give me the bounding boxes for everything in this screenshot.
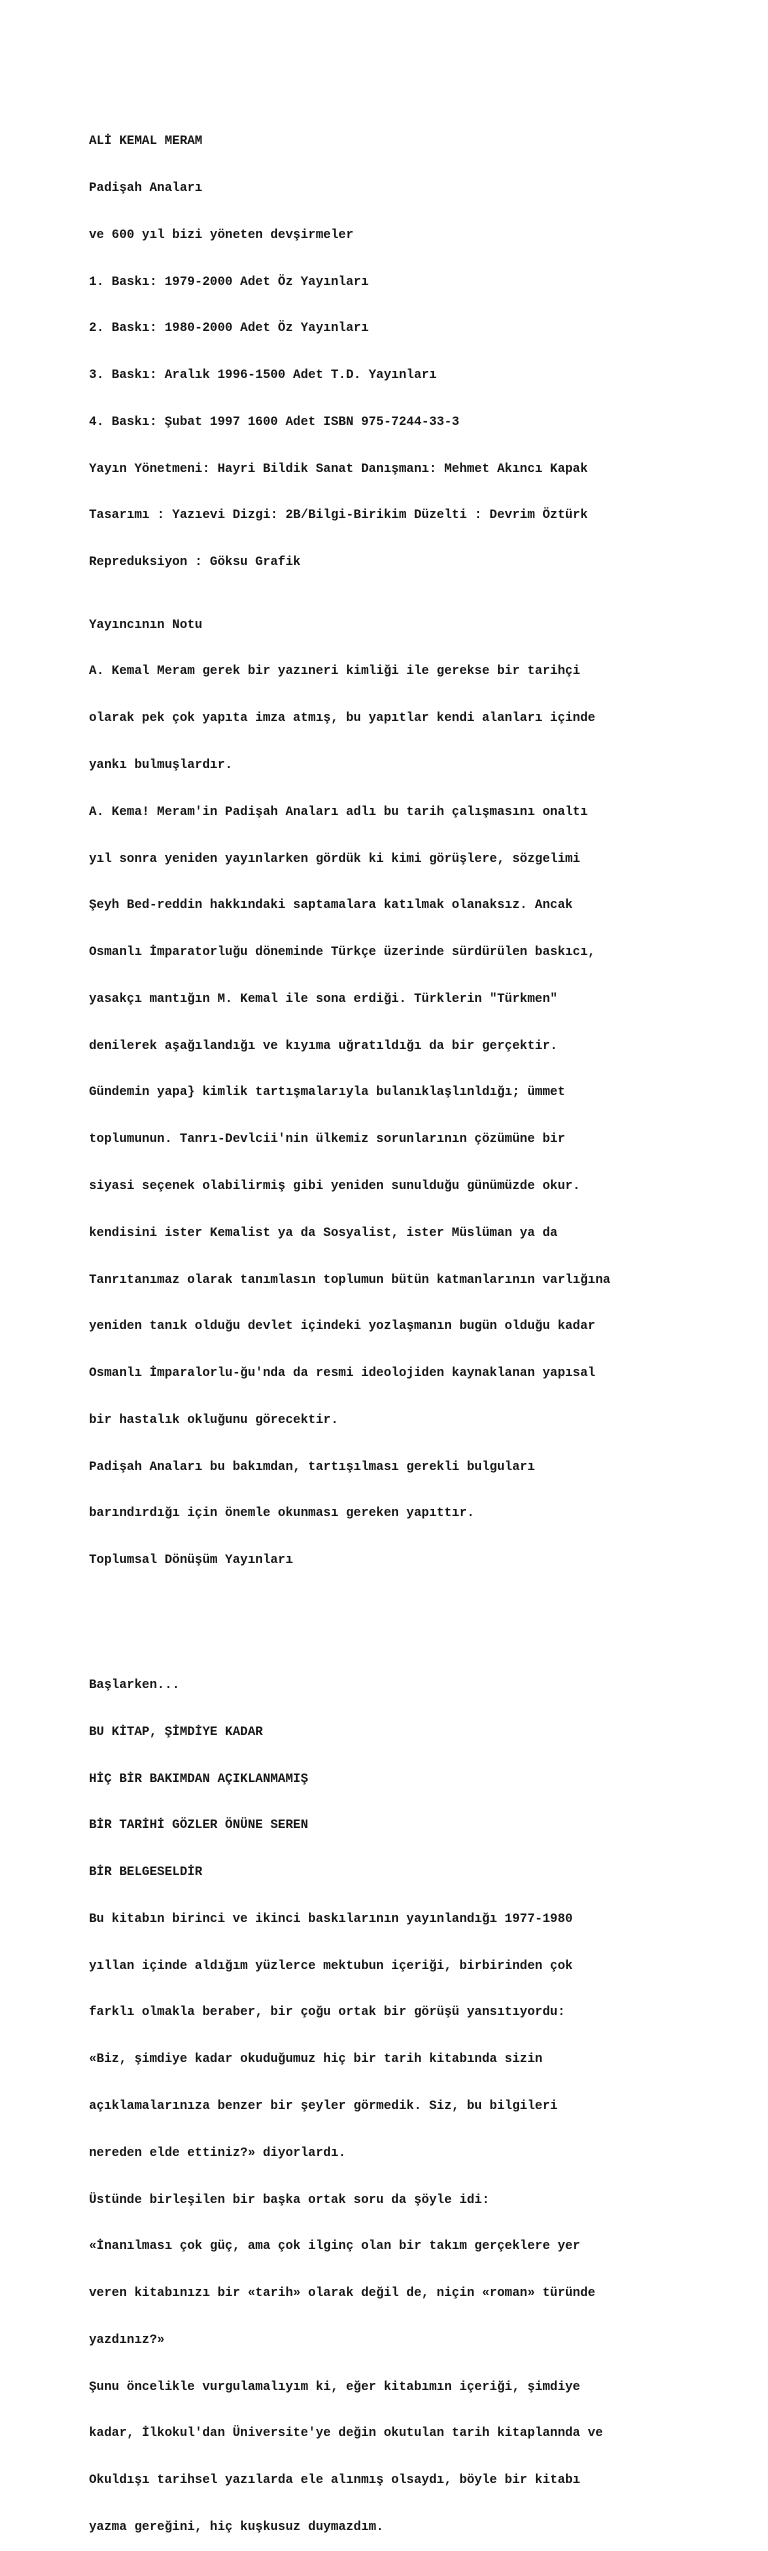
publisher-note-line: Osmanlı İmparalorlu-ğu'nda da resmi ideolojiden kaynaklanan yapısal bbox=[89, 1366, 596, 1381]
intro-line: «İnanılması çok güç, ama çok ilginç olan bir takım gerçeklere yer bbox=[89, 2239, 581, 2254]
intro-title-line: BİR TARİHİ GÖZLER ÖNÜNE SEREN bbox=[89, 1818, 309, 1833]
publisher-note-line: Şeyh Bed-reddin hakkındaki saptamalara katılmak olanaksız. Ancak bbox=[89, 898, 573, 913]
publisher-note-line: siyasi seçenek olabilirmiş gibi yeniden sunulduğu günümüzde okur. bbox=[89, 1178, 581, 1193]
intro-title-line: HİÇ BİR BAKIMDAN AÇIKLANMAMIŞ bbox=[89, 1771, 309, 1786]
publisher-note-heading: Yayıncının Notu bbox=[89, 617, 203, 632]
intro-line: Bu kitabın birinci ve ikinci baskılarının yayınlandığı 1977-1980 bbox=[89, 1911, 573, 1926]
book-subtitle: ve 600 yıl bizi yöneten devşirmeler bbox=[89, 227, 354, 242]
intro-line: yıllan içinde aldığım yüzlerce mektubun içeriği, birbirinden çok bbox=[89, 1958, 573, 1973]
publisher-signature: Toplumsal Dönüşüm Yayınları bbox=[89, 1553, 294, 1568]
publisher-note-line: yankı bulmuşlardır. bbox=[89, 757, 233, 772]
book-title: Padişah Anaları bbox=[89, 180, 203, 195]
publisher-note-line: A. Kemal Meram gerek bir yazıneri kimliği ile gerekse bir tarihçi bbox=[89, 664, 581, 679]
edition-line: 1. Baskı: 1979-2000 Adet Öz Yayınları bbox=[89, 274, 369, 289]
edition-line: 2. Baskı: 1980-2000 Adet Öz Yayınları bbox=[89, 321, 369, 336]
intro-line: Okuldışı tarihsel yazılarda ele alınmış olsaydı, böyle bir kitabı bbox=[89, 2473, 581, 2488]
publisher-note-line: barındırdığı için önemle okunması gereken yapıttır. bbox=[89, 1506, 475, 1521]
credits-line: Tasarımı : Yazıevi Dizgi: 2B/Bilgi-Birikim Düzelti : Devrim Öztürk bbox=[89, 508, 588, 523]
author-name: ALİ KEMAL MERAM bbox=[89, 134, 203, 149]
intro-line: yazdınız?» bbox=[89, 2332, 165, 2347]
publisher-note-line: bir hastalık okluğunu görecektir. bbox=[89, 1412, 339, 1427]
publisher-note-line: A. Kema! Meram'in Padişah Anaları adlı bu tarih çalışmasını onaltı bbox=[89, 804, 588, 819]
publisher-note-line: Padişah Anaları bu bakımdan, tartışılması gerekli bulguları bbox=[89, 1459, 535, 1474]
credits-line: Yayın Yönetmeni: Hayri Bildik Sanat Danışmanı: Mehmet Akıncı Kapak bbox=[89, 461, 588, 476]
publisher-note-line: Tanrıtanımaz olarak tanımlasın toplumun bütün katmanlarının varlığına bbox=[89, 1272, 611, 1287]
publisher-note-line: olarak pek çok yapıta imza atmış, bu yapıtlar kendi alanları içinde bbox=[89, 711, 596, 726]
publisher-note-line: yeniden tanık olduğu devlet içindeki yozlaşmanın bugün olduğu kadar bbox=[89, 1319, 596, 1334]
publisher-note-line: denilerek aşağılandığı ve kıyıma uğratıldığı da bir gerçektir. bbox=[89, 1038, 558, 1053]
intro-line: veren kitabınızı bir «tarih» olarak değil de, niçin «roman» türünde bbox=[89, 2286, 596, 2301]
publisher-note-line: kendisini ister Kemalist ya da Sosyalist, ister Müslüman ya da bbox=[89, 1225, 558, 1240]
edition-line: 3. Baskı: Aralık 1996-1500 Adet T.D. Yayınları bbox=[89, 368, 437, 383]
publisher-note-line: Gündemin yapa} kimlik tartışmalarıyla bulanıklaşlınldığı; ümmet bbox=[89, 1085, 566, 1100]
paragraph-spacer bbox=[89, 1616, 759, 1632]
intro-line: yazma gereğini, hiç kuşkusuz duymazdım. bbox=[89, 2520, 384, 2535]
intro-title-line: BU KİTAP, ŞİMDİYE KADAR bbox=[89, 1724, 263, 1739]
intro-heading: Başlarken... bbox=[89, 1677, 180, 1692]
intro-line: Şunu öncelikle vurgulamalıyım ki, eğer kitabımın içeriği, şimdiye bbox=[89, 2379, 581, 2394]
publisher-note-line: toplumunun. Tanrı-Devlcii'nin ülkemiz sorunlarının çözümüne bir bbox=[89, 1132, 566, 1147]
edition-line: 4. Baskı: Şubat 1997 1600 Adet ISBN 975-7244-33-3 bbox=[89, 414, 460, 429]
document-page bbox=[89, 103, 759, 2551]
intro-line: «Biz, şimdiye kadar okuduğumuz hiç bir tarih kitabında sizin bbox=[89, 2052, 543, 2067]
intro-line: kadar, İlkokul'dan Üniversite'ye değin okutulan tarih kitaplannda ve bbox=[89, 2426, 603, 2441]
intro-line: farklı olmakla beraber, bir çoğu ortak bir görüşü yansıtıyordu: bbox=[89, 2005, 566, 2020]
intro-title-line: BİR BELGESELDİR bbox=[89, 1865, 203, 1880]
publisher-note-line: yıl sonra yeniden yayınlarken gördük ki kimi görüşlere, sözgelimi bbox=[89, 851, 581, 866]
publisher-note-line: yasakçı mantığın M. Kemal ile sona erdiği. Türklerin "Türkmen" bbox=[89, 991, 558, 1006]
publisher-note-line: Osmanlı İmparatorluğu döneminde Türkçe üzerinde sürdürülen baskıcı, bbox=[89, 945, 596, 960]
intro-line: nereden elde ettiniz?» diyorlardı. bbox=[89, 2145, 346, 2160]
intro-line: açıklamalarınıza benzer bir şeyler görmedik. Siz, bu bilgileri bbox=[89, 2099, 558, 2113]
intro-line: Üstünde birleşilen bir başka ortak soru da şöyle idi: bbox=[89, 2192, 490, 2207]
credits-line: Repreduksiyon : Göksu Grafik bbox=[89, 555, 301, 570]
